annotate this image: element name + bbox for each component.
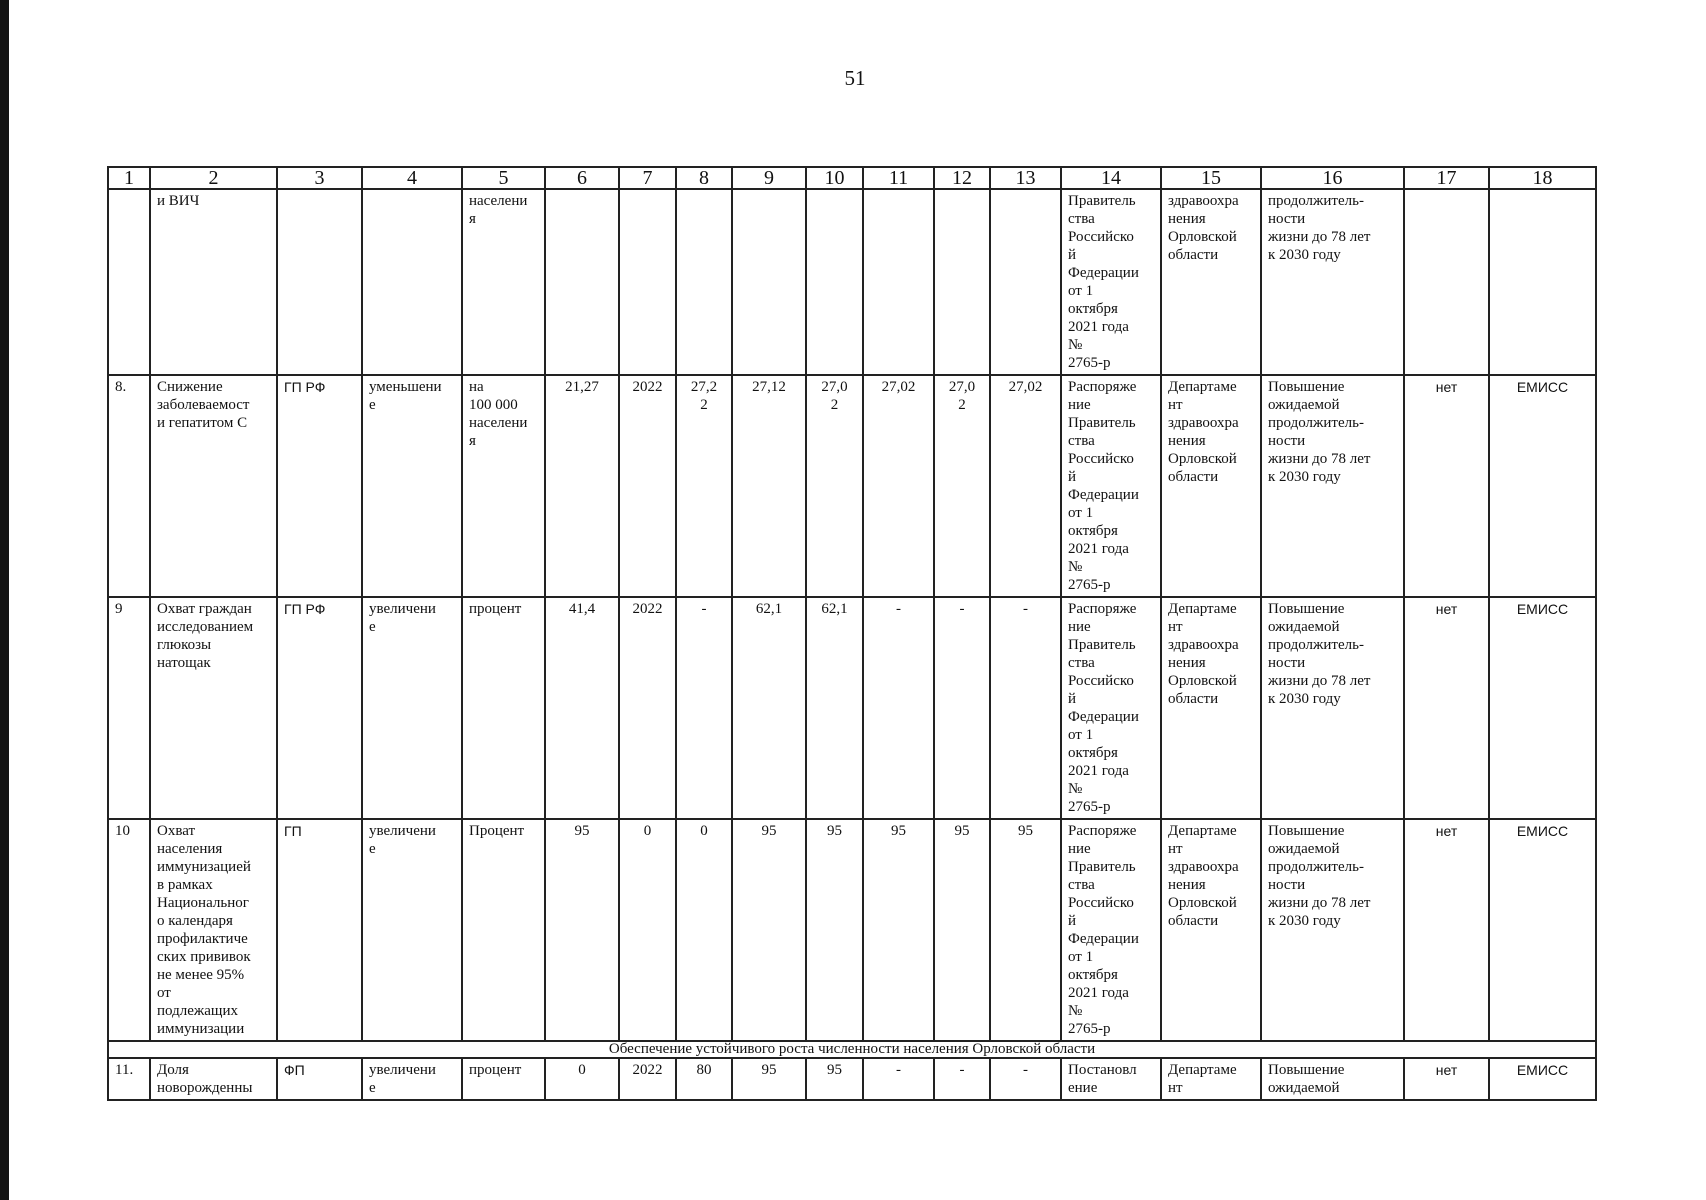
cell-line: 2 <box>830 397 839 413</box>
cell-col-18: ЕМИСС <box>1489 1058 1596 1100</box>
cell-col-11: - <box>863 597 934 819</box>
cell-line: 2 <box>700 397 708 413</box>
cell-col-14 <box>1061 597 1161 819</box>
cell-line: - <box>959 601 965 617</box>
cell-line: ских прививок <box>157 949 251 965</box>
cell-col-6: 41,4 <box>545 597 619 819</box>
cell-line: № <box>1068 337 1083 353</box>
cell-line: - <box>959 1062 965 1078</box>
cell-line: 100 000 <box>469 397 518 413</box>
cell-col-5 <box>462 375 545 597</box>
cell-line: 2765-р <box>1068 799 1111 815</box>
cell-col-6: 95 <box>545 819 619 1041</box>
cell-line: Охват <box>157 823 196 839</box>
cell-col-16 <box>1261 375 1404 597</box>
column-number: 9 <box>732 167 806 189</box>
cell-col-1: 11. <box>108 1058 150 1100</box>
cell-line: ожидаемой <box>1268 841 1340 857</box>
column-number: 7 <box>619 167 676 189</box>
cell-line: ние <box>1068 397 1091 413</box>
cell-col-9: 62,1 <box>732 597 806 819</box>
cell-col-14 <box>1061 189 1161 375</box>
cell-line: № <box>1068 559 1083 575</box>
cell-line: 62,1 <box>821 601 848 617</box>
cell-line: Орловской <box>1168 451 1237 467</box>
column-number: 13 <box>990 167 1061 189</box>
cell-line: профилактиче <box>157 931 248 947</box>
cell-line: 2765-р <box>1068 1021 1111 1037</box>
cell-line: Федерации <box>1068 709 1139 725</box>
cell-line: новорожденны <box>157 1080 253 1096</box>
cell-col-1: 10 <box>108 819 150 1041</box>
cell-line: нения <box>1168 433 1206 449</box>
cell-line: уменьшени <box>369 379 442 395</box>
cell-line: 2021 года <box>1068 985 1129 1001</box>
cell-col-14 <box>1061 819 1161 1041</box>
cell-col-16 <box>1261 189 1404 375</box>
cell-col-13: 27,02 <box>990 375 1061 597</box>
cell-col-13 <box>990 189 1061 375</box>
cell-col-16 <box>1261 1058 1404 1100</box>
cell-line: ства <box>1068 655 1095 671</box>
cell-line: продолжитель- <box>1268 415 1364 431</box>
cell-line: 2765-р <box>1068 577 1111 593</box>
cell-col-13: 95 <box>990 819 1061 1041</box>
column-number: 4 <box>362 167 462 189</box>
cell-col-15 <box>1161 819 1261 1041</box>
cell-col-3: ГП <box>277 819 362 1041</box>
cell-col-10 <box>806 597 863 819</box>
cell-line: нения <box>1168 877 1206 893</box>
cell-col-2 <box>150 1058 277 1100</box>
cell-line: Правитель <box>1068 859 1136 875</box>
column-number: 18 <box>1489 167 1596 189</box>
column-number: 17 <box>1404 167 1489 189</box>
cell-col-7: 0 <box>619 819 676 1041</box>
cell-line: № <box>1068 1003 1083 1019</box>
cell-line: Департаме <box>1168 823 1237 839</box>
cell-col-1: 8. <box>108 375 150 597</box>
cell-line: Департаме <box>1168 379 1237 395</box>
cell-col-8 <box>676 1058 732 1100</box>
cell-col-5 <box>462 819 545 1041</box>
cell-line: к 2030 году <box>1268 469 1341 485</box>
column-number-row <box>108 167 1596 189</box>
cell-line: о календаря <box>157 913 233 929</box>
cell-line: ности <box>1268 655 1306 671</box>
cell-line: не менее 95% <box>157 967 245 983</box>
cell-col-6: 0 <box>545 1058 619 1100</box>
cell-col-3: ГП РФ <box>277 597 362 819</box>
cell-line: области <box>1168 247 1219 263</box>
cell-col-15 <box>1161 597 1261 819</box>
column-number: 14 <box>1061 167 1161 189</box>
cell-line: я <box>469 211 476 227</box>
cell-line: натощак <box>157 655 211 671</box>
cell-line: заболеваемост <box>157 397 250 413</box>
cell-col-16 <box>1261 597 1404 819</box>
cell-line: Снижение <box>157 379 223 395</box>
cell-line: увеличени <box>369 823 436 839</box>
cell-col-5 <box>462 189 545 375</box>
cell-col-2 <box>150 597 277 819</box>
cell-col-8 <box>676 597 732 819</box>
cell-line: й <box>1068 247 1077 263</box>
cell-line: ства <box>1068 433 1095 449</box>
cell-col-9 <box>732 189 806 375</box>
cell-col-12 <box>934 375 990 597</box>
cell-col-3 <box>277 189 362 375</box>
cell-col-18 <box>1489 189 1596 375</box>
cell-line: ности <box>1268 877 1306 893</box>
cell-col-12 <box>934 1058 990 1100</box>
cell-line: к 2030 году <box>1268 247 1341 263</box>
cell-col-17: нет <box>1404 597 1489 819</box>
cell-line: нения <box>1168 211 1206 227</box>
indicator-row <box>108 597 1596 819</box>
cell-line: й <box>1068 691 1077 707</box>
cell-line: Процент <box>469 823 525 839</box>
cell-line: Повышение <box>1268 823 1345 839</box>
cell-col-6: 21,27 <box>545 375 619 597</box>
cell-line: здравоохра <box>1168 637 1239 653</box>
cell-col-13: - <box>990 597 1061 819</box>
cell-col-2 <box>150 189 277 375</box>
cell-line: № <box>1068 781 1083 797</box>
cell-line: Постановл <box>1068 1062 1137 1078</box>
cell-line: Национальног <box>157 895 249 911</box>
cell-line: е <box>369 619 376 635</box>
cell-line: Департаме <box>1168 601 1237 617</box>
cell-line: области <box>1168 691 1219 707</box>
cell-line: области <box>1168 469 1219 485</box>
cell-col-4 <box>362 819 462 1041</box>
cell-line: иммунизации <box>157 1021 245 1037</box>
cell-col-4 <box>362 597 462 819</box>
cell-col-10 <box>806 819 863 1041</box>
indicators-table <box>107 166 1597 1101</box>
cell-col-4 <box>362 1058 462 1100</box>
cell-line: ности <box>1268 433 1306 449</box>
indicator-row <box>108 1058 1596 1100</box>
cell-line: Федерации <box>1068 487 1139 503</box>
cell-line: октября <box>1068 301 1118 317</box>
cell-line: 0 <box>700 823 708 839</box>
cell-col-12 <box>934 597 990 819</box>
cell-line: от 1 <box>1068 505 1094 521</box>
cell-col-2 <box>150 819 277 1041</box>
cell-line: нт <box>1168 1080 1183 1096</box>
cell-line: здравоохра <box>1168 415 1239 431</box>
cell-col-11 <box>863 189 934 375</box>
cell-line: 27,0 <box>948 379 976 395</box>
cell-line: продолжитель- <box>1268 193 1364 209</box>
cell-line: Российско <box>1068 895 1134 911</box>
cell-line: ние <box>1068 619 1091 635</box>
cell-line: Правитель <box>1068 193 1136 209</box>
cell-col-18: ЕМИСС <box>1489 597 1596 819</box>
cell-col-3: ГП РФ <box>277 375 362 597</box>
cell-line: Федерации <box>1068 265 1139 281</box>
cell-col-12 <box>934 819 990 1041</box>
cell-line: 95 <box>827 823 842 839</box>
cell-line: от 1 <box>1068 949 1094 965</box>
cell-col-9: 95 <box>732 1058 806 1100</box>
cell-line: Повышение <box>1268 1062 1345 1078</box>
cell-line: 80 <box>696 1062 712 1078</box>
cell-line: иммунизацией <box>157 859 251 875</box>
cell-line: е <box>369 841 376 857</box>
section-title: Обеспечение устойчивого роста численности населения Орловской области <box>108 1041 1596 1058</box>
cell-col-16 <box>1261 819 1404 1041</box>
cell-line: 2765-р <box>1068 355 1111 371</box>
cell-line: Российско <box>1068 229 1134 245</box>
cell-line: 2021 года <box>1068 763 1129 779</box>
cell-line: жизни до 78 лет <box>1268 673 1371 689</box>
cell-line: от 1 <box>1068 727 1094 743</box>
cell-line: 2021 года <box>1068 319 1129 335</box>
cell-line: октября <box>1068 523 1118 539</box>
cell-line: октября <box>1068 745 1118 761</box>
cell-col-4 <box>362 375 462 597</box>
column-number: 16 <box>1261 167 1404 189</box>
cell-line: продолжитель- <box>1268 637 1364 653</box>
cell-col-7: 2022 <box>619 597 676 819</box>
cell-col-1: 9 <box>108 597 150 819</box>
cell-col-6 <box>545 189 619 375</box>
cell-line: подлежащих <box>157 1003 238 1019</box>
cell-line: ожидаемой <box>1268 619 1340 635</box>
cell-col-1 <box>108 189 150 375</box>
column-number: 3 <box>277 167 362 189</box>
cell-line: населения <box>157 841 223 857</box>
cell-col-8 <box>676 819 732 1041</box>
scan-margin-bar <box>0 0 9 1200</box>
cell-col-11: 95 <box>863 819 934 1041</box>
cell-line: процент <box>469 1062 522 1078</box>
cell-line: е <box>369 1080 376 1096</box>
cell-line: ожидаемой <box>1268 397 1340 413</box>
cell-line: нт <box>1168 841 1183 857</box>
cell-line: Повышение <box>1268 601 1345 617</box>
cell-line: октября <box>1068 967 1118 983</box>
cell-line: ства <box>1068 877 1095 893</box>
column-number: 15 <box>1161 167 1261 189</box>
cell-col-15 <box>1161 375 1261 597</box>
cell-line: глюкозы <box>157 637 212 653</box>
column-number: 11 <box>863 167 934 189</box>
cell-col-11: 27,02 <box>863 375 934 597</box>
cell-line: населени <box>469 415 528 431</box>
cell-line: ожидаемой <box>1268 1080 1340 1096</box>
cell-col-17: нет <box>1404 375 1489 597</box>
cell-line: в рамках <box>157 877 213 893</box>
cell-col-8 <box>676 189 732 375</box>
cell-col-17: нет <box>1404 1058 1489 1100</box>
cell-col-15 <box>1161 189 1261 375</box>
cell-col-18: ЕМИСС <box>1489 819 1596 1041</box>
cell-col-12 <box>934 189 990 375</box>
cell-line: Орловской <box>1168 229 1237 245</box>
cell-line: населени <box>469 193 528 209</box>
cell-line: Орловской <box>1168 895 1237 911</box>
cell-line: нт <box>1168 619 1183 635</box>
column-number: 1 <box>108 167 150 189</box>
cell-line: Правитель <box>1068 415 1136 431</box>
cell-col-3: ФП <box>277 1058 362 1100</box>
cell-line: процент <box>469 601 522 617</box>
cell-col-10 <box>806 1058 863 1100</box>
cell-col-18: ЕМИСС <box>1489 375 1596 597</box>
cell-line: здравоохра <box>1168 193 1239 209</box>
cell-line: от <box>157 985 171 1001</box>
cell-line: Департаме <box>1168 1062 1237 1078</box>
cell-line: 27,2 <box>690 379 718 395</box>
cell-line: Российско <box>1068 673 1134 689</box>
cell-line: я <box>469 433 476 449</box>
cell-line: нения <box>1168 655 1206 671</box>
cell-col-7 <box>619 189 676 375</box>
continuation-row <box>108 189 1596 375</box>
section-row <box>108 1041 1596 1058</box>
cell-line: здравоохра <box>1168 859 1239 875</box>
cell-line: 27,0 <box>821 379 848 395</box>
cell-col-17: нет <box>1404 819 1489 1041</box>
cell-col-5 <box>462 1058 545 1100</box>
column-number: 2 <box>150 167 277 189</box>
cell-col-2 <box>150 375 277 597</box>
column-number: 12 <box>934 167 990 189</box>
cell-line: к 2030 году <box>1268 913 1341 929</box>
cell-line: Федерации <box>1068 931 1139 947</box>
cell-line: увеличени <box>369 1062 436 1078</box>
cell-line: Распоряже <box>1068 601 1137 617</box>
cell-line: 95 <box>954 823 970 839</box>
cell-line: ства <box>1068 211 1095 227</box>
cell-line: - <box>701 601 707 617</box>
cell-line: продолжитель- <box>1268 859 1364 875</box>
cell-col-4 <box>362 189 462 375</box>
cell-line: нт <box>1168 397 1183 413</box>
cell-line: 95 <box>827 1062 842 1078</box>
indicator-row <box>108 375 1596 597</box>
cell-col-9: 95 <box>732 819 806 1041</box>
cell-line: ение <box>1068 1080 1098 1096</box>
cell-line: Правитель <box>1068 637 1136 653</box>
cell-col-9: 27,12 <box>732 375 806 597</box>
cell-col-5 <box>462 597 545 819</box>
cell-line: жизни до 78 лет <box>1268 229 1371 245</box>
cell-line: 2 <box>958 397 966 413</box>
cell-col-17 <box>1404 189 1489 375</box>
cell-line: на <box>469 379 484 395</box>
cell-line: к 2030 году <box>1268 691 1341 707</box>
column-number: 6 <box>545 167 619 189</box>
cell-col-13: - <box>990 1058 1061 1100</box>
cell-col-8 <box>676 375 732 597</box>
cell-col-7: 2022 <box>619 1058 676 1100</box>
cell-line: Российско <box>1068 451 1134 467</box>
column-number: 5 <box>462 167 545 189</box>
cell-line: Охват граждан <box>157 601 252 617</box>
cell-line: Повышение <box>1268 379 1345 395</box>
cell-line: ние <box>1068 841 1091 857</box>
cell-col-10 <box>806 189 863 375</box>
cell-col-14 <box>1061 1058 1161 1100</box>
cell-line: жизни до 78 лет <box>1268 451 1371 467</box>
cell-col-15 <box>1161 1058 1261 1100</box>
cell-line: жизни до 78 лет <box>1268 895 1371 911</box>
column-number: 8 <box>676 167 732 189</box>
cell-line: и ВИЧ <box>157 193 200 209</box>
cell-line: Распоряже <box>1068 823 1137 839</box>
cell-line: е <box>369 397 376 413</box>
cell-line: области <box>1168 913 1219 929</box>
indicator-row <box>108 819 1596 1041</box>
cell-line: ности <box>1268 211 1306 227</box>
cell-line: исследованием <box>157 619 254 635</box>
page-number: 51 <box>844 66 866 90</box>
cell-line: й <box>1068 469 1077 485</box>
cell-line: от 1 <box>1068 283 1094 299</box>
cell-line: увеличени <box>369 601 436 617</box>
cell-line: Доля <box>157 1062 189 1078</box>
column-number: 10 <box>806 167 863 189</box>
cell-line: 2021 года <box>1068 541 1129 557</box>
cell-col-11: - <box>863 1058 934 1100</box>
cell-line: Распоряже <box>1068 379 1137 395</box>
cell-col-14 <box>1061 375 1161 597</box>
cell-line: и гепатитом С <box>157 415 248 431</box>
cell-line: Орловской <box>1168 673 1237 689</box>
cell-line: й <box>1068 913 1077 929</box>
cell-col-10 <box>806 375 863 597</box>
cell-col-7: 2022 <box>619 375 676 597</box>
